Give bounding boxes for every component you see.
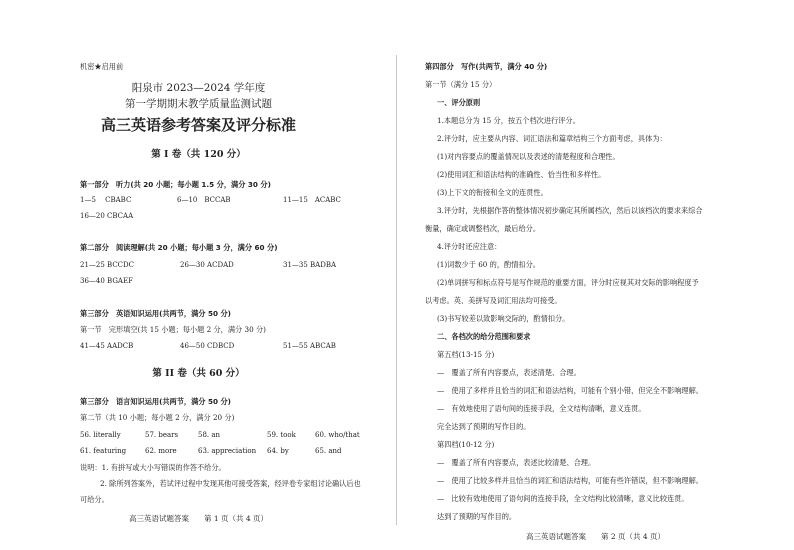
exam-title-name: 第一学期期末教学质量监测试题: [125, 98, 272, 110]
principle-text: 2.评分时，应主要从内容、词汇语法和篇章结构三个方面考虑，具体为：: [437, 134, 667, 143]
principle-text: 3.评分时，先根据作答的整体情况初步确定其所属档次，然后以该档次的要求来综合: [437, 206, 703, 215]
page-title: 高三英语参考答案及评分标准: [100, 116, 296, 134]
answer-group: 26—30 ACDAD: [180, 261, 234, 269]
note-line: 2. 除所列答案外，若试评过程中发现其他可接受答案，经评卷专家组讨论确认后也: [100, 479, 361, 488]
grammar-answer: 57. bears: [145, 431, 179, 439]
page-footer: 高三英语试题答案 第 2 页（共 4 页）: [525, 532, 666, 541]
tier-item: — 覆盖了所有内容要点，表述清楚、合理。: [437, 368, 581, 377]
volume-2-heading: 第 II 卷（共 60 分）: [152, 368, 245, 379]
confidential-label: 机密★启用前: [80, 62, 124, 71]
part3-heading: 第三部分 英语知识运用(共两节，满分 50 分): [80, 309, 231, 318]
part1-heading: 第一部分 听力(共 20 小题；每小题 1.5 分，满分 30 分): [80, 180, 271, 189]
grammar-answer: 61. featuring: [80, 447, 127, 455]
answer-group: 41—45 AADCB: [80, 342, 134, 350]
tier-item: — 有效地使用了语句间的连接手段，全文结构清晰，意义连贯。: [437, 404, 646, 413]
part2-heading: 第二部分 阅读理解(共 20 小题；每小题 3 分，满分 60 分): [80, 243, 278, 252]
tier-summary: 完全达到了预期的写作目的。: [437, 422, 531, 431]
grammar-answer: 64. by: [267, 447, 289, 455]
part3-section1: 第一节 完形填空(共 15 小题；每小题 2 分，满分 30 分): [80, 325, 266, 334]
principle-text: (1)对内容要点的覆盖情况以及表述的清楚程度和合理性。: [437, 152, 620, 161]
part3b-section2: 第二节（共 10 小题；每小题 2 分，满分 20 分): [80, 413, 235, 422]
answer-group: 31—35 BADBA: [283, 261, 337, 269]
tier-item: — 比较有效地使用了语句间的连接手段，全文结构比较清晰，意义比较连贯。: [437, 494, 689, 503]
answer-group: 51—55 ABCAB: [283, 342, 336, 350]
grammar-answer: 63. appreciation: [198, 447, 257, 455]
note-line: 可给分。: [80, 495, 109, 504]
principle-text: 衡量，确定或调整档次，最后给分。: [425, 224, 541, 233]
part3b-heading: 第三部分 语言知识运用(共两节，满分 50 分): [80, 397, 231, 406]
answer-group: 6—10 BCCAB: [177, 196, 231, 204]
exam-title-year: 阳泉市 2023—2024 学年度: [131, 82, 266, 94]
grammar-answer: 56. literally: [80, 431, 121, 439]
grammar-answer: 59. took: [267, 431, 296, 439]
principle-text: (1)词数少于 60 的，酌情扣分。: [437, 260, 540, 269]
tiers-heading: 二、各档次的给分范围和要求: [437, 332, 531, 341]
principle-text: 4.评分时还应注意：: [437, 242, 502, 251]
answer-group: 21—25 BCCDC: [80, 261, 134, 269]
grammar-answer: 65. and: [315, 447, 342, 455]
volume-1-heading: 第 I 卷（共 120 分）: [151, 149, 246, 160]
tier-item: — 使用了比较多样并且恰当的词汇和语法结构，可能有些许错误，但不影响理解。: [437, 476, 703, 485]
answer-group: 16—20 CBCAA: [80, 212, 134, 220]
answer-group: 36—40 BGAEF: [80, 277, 133, 285]
principle-text: 以考虑。英、美拼写及词汇用法均可接受。: [425, 296, 562, 305]
note-line: 说明：1. 有拼写或大小写错误的作答不给分。: [80, 463, 226, 472]
principle-text: (3)上下文的衔接和全文的连贯性。: [437, 188, 548, 197]
part4-heading: 第四部分 写作(共两节，满分 40 分): [425, 62, 548, 71]
principle-text: (2)单词拼写和标点符号是写作规范的重要方面，评分时应视其对交际的影响程度予: [437, 278, 699, 287]
answer-group: 46—50 CDBCD: [180, 342, 235, 350]
principle-text: (2)使用词汇和语法结构的准确性、恰当性和多样性。: [437, 170, 606, 179]
tier-title: 第四档(10-12 分): [437, 440, 495, 449]
answer-page-2: [397, 0, 794, 550]
principles-heading: 一、评分原则: [437, 98, 481, 107]
tier-title: 第五档(13-15 分): [437, 350, 495, 359]
grammar-answer: 62. more: [145, 447, 177, 455]
principle-text: (3)书写较差以致影响交际的，酌情扣分。: [437, 314, 570, 323]
page-footer: 高三英语试题答案 第 1 页（共 4 页）: [128, 514, 269, 523]
grammar-answer: 60. who/that: [315, 431, 360, 439]
answer-group: 11—15 ACABC: [283, 196, 341, 204]
tier-item: — 使用了多样并且恰当的词汇和语法结构，可能有个别小错，但完全不影响理解。: [437, 386, 703, 395]
principle-text: 1.本题总分为 15 分，按五个档次进行评分。: [437, 116, 580, 125]
writing-section1: 第一节（满分 15 分）: [425, 80, 497, 89]
answer-group: 1—5 CBABC: [80, 196, 132, 204]
tier-item: — 覆盖了所有内容要点，表述比较清楚、合理。: [437, 458, 596, 467]
tier-summary: 达到了预期的写作目的。: [437, 512, 517, 521]
grammar-answer: 58. an: [198, 431, 221, 439]
